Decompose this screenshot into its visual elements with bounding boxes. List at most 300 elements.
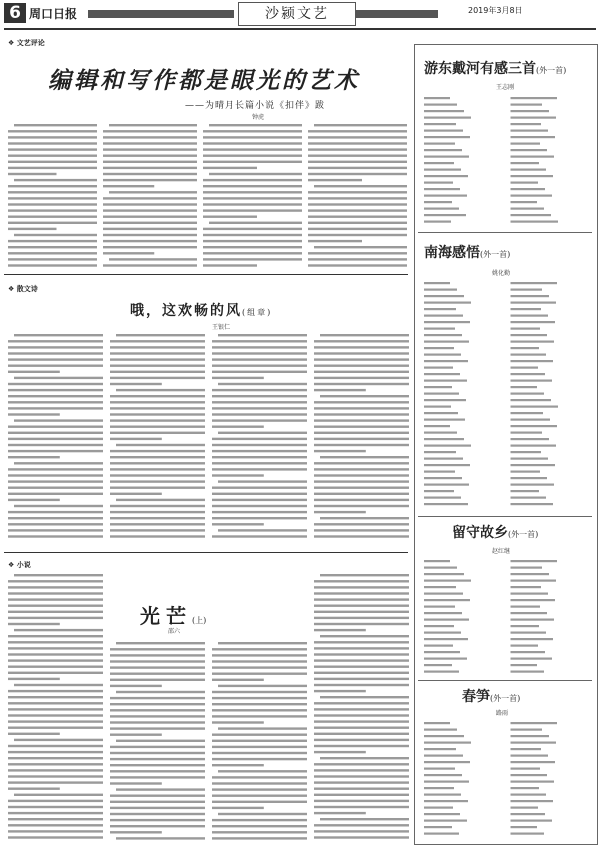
poem-line: [424, 458, 463, 460]
text-line: [110, 727, 205, 729]
poem-line: [424, 149, 462, 151]
poem-line: [424, 188, 460, 190]
text-line: [314, 529, 409, 531]
poem-line: [424, 729, 457, 731]
poem-line: [424, 612, 462, 614]
poem-line: [511, 484, 555, 486]
text-line: [103, 167, 197, 169]
poem-line: [511, 826, 538, 828]
text-line: [110, 346, 205, 348]
poem-line: [424, 201, 452, 203]
poem-line: [424, 208, 459, 210]
poem-line: [424, 735, 464, 737]
text-line: [308, 148, 407, 150]
text-line: [212, 691, 307, 693]
text-line: [103, 209, 197, 211]
poem-line: [511, 503, 554, 505]
text-line: [308, 155, 407, 157]
text-line: [8, 450, 103, 452]
text-line: [314, 246, 407, 248]
poem-line: [511, 419, 551, 421]
text-line: [314, 836, 409, 838]
text-line: [203, 203, 302, 205]
poem-line: [511, 104, 543, 106]
text-line: [110, 450, 205, 452]
sidebar-divider-1: [418, 232, 592, 233]
poem-line: [511, 367, 539, 369]
text-line: [8, 605, 103, 607]
text-line: [103, 252, 154, 254]
text-line: [116, 642, 205, 644]
poem-line: [511, 412, 544, 414]
text-line: [8, 444, 103, 446]
text-line: [8, 757, 103, 759]
poem-line: [424, 182, 453, 184]
text-line: [314, 371, 409, 373]
text-line: [8, 136, 97, 138]
poem-line: [424, 619, 469, 621]
poem-line: [511, 722, 558, 724]
text-line: [212, 499, 307, 501]
poem-line: [424, 484, 469, 486]
text-line: [8, 720, 103, 722]
text-line: [110, 746, 205, 748]
text-line: [320, 696, 409, 698]
text-line: [212, 358, 307, 360]
poem-line: [424, 490, 454, 492]
poem-line: [511, 295, 550, 297]
poem-line: [511, 638, 554, 640]
poem-line: [424, 195, 467, 197]
text-line: [110, 432, 205, 434]
header-bar-left: [88, 10, 234, 18]
text-line: [8, 666, 103, 668]
text-line: [110, 511, 205, 513]
article2-text-lines-1: [8, 332, 104, 542]
poem-line: [511, 464, 556, 466]
poem-line: [511, 748, 542, 750]
poem-line: [424, 761, 470, 763]
text-line: [109, 191, 197, 193]
poem-line: [424, 308, 456, 310]
text-line: [110, 752, 205, 754]
text-line: [203, 167, 257, 169]
poem4-suffix: (外一首): [490, 694, 521, 703]
text-line: [212, 438, 307, 440]
text-line: [212, 752, 307, 754]
text-line: [8, 438, 103, 440]
text-line: [314, 684, 409, 686]
text-line: [8, 598, 103, 600]
text-line: [8, 775, 103, 777]
text-line: [314, 788, 409, 790]
article1-tag: ❖ 文艺评论: [8, 38, 45, 48]
text-line: [314, 185, 407, 187]
text-line: [110, 438, 162, 440]
poem-line: [424, 820, 467, 822]
text-line: [203, 252, 302, 254]
poem-line: [511, 425, 558, 427]
text-line: [314, 739, 409, 741]
poem-line: [511, 438, 550, 440]
text-line: [8, 346, 103, 348]
article2-text-lines-3: [212, 332, 308, 542]
article1-text-lines-2: [103, 122, 198, 267]
text-line: [103, 148, 197, 150]
poem-line: [511, 341, 555, 343]
newspaper-name: 周口日报: [29, 7, 78, 21]
poem-line: [511, 599, 556, 601]
poem-line: [511, 308, 542, 310]
poem-line: [424, 645, 453, 647]
text-line: [212, 401, 307, 403]
text-line: [308, 209, 407, 211]
poem-line: [424, 143, 455, 145]
poem4-body: [424, 720, 589, 838]
text-line: [8, 702, 103, 704]
text-line: [320, 395, 409, 397]
header-rule: [4, 28, 596, 30]
article2-title-suffix: (组章): [242, 308, 273, 317]
text-line: [212, 456, 307, 458]
text-line: [14, 419, 103, 421]
issue-date: 2019年3月8日: [468, 6, 523, 15]
text-line: [14, 794, 103, 796]
text-line: [8, 708, 103, 710]
poem-line: [424, 373, 460, 375]
poem-line: [511, 560, 558, 562]
text-line: [8, 191, 97, 193]
text-line: [110, 352, 205, 354]
text-line: [212, 660, 307, 662]
text-line: [8, 499, 60, 501]
text-line: [314, 592, 409, 594]
poem-line: [511, 156, 555, 158]
text-line: [212, 346, 307, 348]
text-line: [314, 794, 409, 796]
text-line: [314, 586, 409, 588]
poem-line: [424, 625, 454, 627]
poem-line: [424, 671, 459, 673]
article1-column-2: [103, 122, 198, 267]
poem-line: [424, 477, 462, 479]
poem-line: [511, 800, 554, 802]
poem-line: [424, 386, 452, 388]
text-line: [314, 781, 409, 783]
text-line: [103, 228, 197, 230]
text-line: [203, 209, 302, 211]
text-line: [103, 179, 197, 181]
text-line: [8, 690, 103, 692]
text-line: [8, 733, 60, 735]
text-line: [314, 727, 409, 729]
poem2-title-wrap: [424, 242, 510, 262]
poem-line: [511, 458, 549, 460]
text-line: [212, 807, 264, 809]
text-line: [314, 629, 366, 631]
poem-line: [424, 593, 463, 595]
poem-line: [424, 742, 471, 744]
text-line: [8, 197, 97, 199]
text-line: [203, 161, 302, 163]
poem-line: [424, 560, 450, 562]
text-line: [116, 334, 205, 336]
poem-line: [511, 123, 542, 125]
text-line: [110, 679, 205, 681]
poem-line: [424, 97, 450, 99]
text-line: [314, 733, 409, 735]
poem-line: [511, 373, 546, 375]
text-line: [203, 148, 302, 150]
text-line: [218, 334, 307, 336]
text-line: [116, 837, 205, 839]
text-line: [8, 258, 97, 260]
text-line: [314, 800, 409, 802]
poem-line: [511, 794, 547, 796]
text-line: [8, 468, 103, 470]
text-line: [203, 258, 302, 260]
header-bar-right: [356, 10, 438, 18]
text-line: [314, 714, 409, 716]
poem-line: [511, 729, 543, 731]
text-line: [110, 709, 205, 711]
text-line: [8, 672, 103, 674]
text-line: [314, 480, 409, 482]
poem-line: [424, 341, 469, 343]
text-line: [212, 407, 307, 409]
text-line: [212, 426, 264, 428]
text-line: [308, 130, 407, 132]
text-line: [308, 142, 407, 144]
text-line: [314, 468, 409, 470]
text-line: [314, 720, 409, 722]
poem-line: [424, 664, 452, 666]
poem-line: [424, 289, 457, 291]
poem-line: [511, 820, 553, 822]
poem-line: [511, 471, 541, 473]
text-line: [110, 666, 205, 668]
article2-tag: ❖ 散文诗: [8, 284, 38, 294]
text-line: [110, 654, 205, 656]
text-line: [110, 523, 205, 525]
text-line: [8, 148, 97, 150]
article2-text-lines-2: [110, 332, 206, 542]
text-line: [314, 389, 366, 391]
text-line: [110, 801, 205, 803]
poem-line: [424, 302, 471, 304]
article2-title-wrap: [130, 300, 272, 320]
text-line: [308, 167, 407, 169]
text-line: [110, 401, 205, 403]
text-line: [103, 240, 197, 242]
poem-line: [424, 399, 466, 401]
text-line: [8, 474, 103, 476]
text-line: [110, 660, 205, 662]
text-line: [212, 788, 307, 790]
text-line: [8, 222, 97, 224]
text-line: [103, 203, 197, 205]
poem-line: [511, 130, 549, 132]
poem-line: [511, 432, 543, 434]
text-line: [8, 678, 60, 680]
text-line: [314, 499, 409, 501]
poem-line: [511, 813, 546, 815]
poem-line: [424, 658, 467, 660]
text-line: [314, 450, 366, 452]
poem4-title: 春笋: [462, 689, 490, 705]
text-line: [8, 763, 103, 765]
poem-line: [424, 503, 468, 505]
poem-line: [424, 282, 450, 284]
text-line: [308, 173, 407, 175]
poem-line: [511, 182, 539, 184]
text-line: [314, 598, 409, 600]
text-line: [212, 734, 307, 736]
article2-title: 哦，这欢畅的风: [130, 303, 242, 319]
text-line: [320, 818, 409, 820]
text-line: [8, 358, 103, 360]
section-title: 沙颍文艺: [238, 2, 356, 26]
poem1-body: [424, 95, 589, 225]
text-line: [14, 179, 97, 181]
text-line: [110, 764, 205, 766]
article2-column-2: [110, 332, 206, 542]
text-line: [212, 782, 307, 784]
poem-line: [424, 380, 467, 382]
text-line: [320, 456, 409, 458]
article1-text-lines-1: [8, 122, 98, 267]
text-line: [218, 383, 307, 385]
text-line: [8, 352, 103, 354]
text-line: [8, 659, 103, 661]
text-line: [308, 191, 407, 193]
text-line: [308, 258, 407, 260]
text-line: [314, 474, 409, 476]
text-line: [8, 487, 103, 489]
text-line: [110, 697, 205, 699]
text-line: [314, 462, 409, 464]
poem2-title: 南海感悟: [424, 245, 480, 261]
text-line: [212, 758, 307, 760]
text-line: [314, 535, 409, 537]
text-line: [218, 480, 307, 482]
text-line: [8, 653, 103, 655]
text-line: [116, 499, 205, 501]
poem-line: [511, 619, 555, 621]
poem-line: [511, 334, 548, 336]
text-line: [116, 389, 205, 391]
text-line: [308, 234, 407, 236]
text-line: [314, 523, 409, 525]
poem-line: [424, 360, 468, 362]
text-line: [8, 745, 103, 747]
text-line: [110, 395, 205, 397]
poem-line: [511, 593, 549, 595]
text-line: [314, 745, 409, 747]
text-line: [218, 642, 307, 644]
text-line: [8, 586, 103, 588]
poem1-title-wrap: [424, 58, 566, 78]
text-line: [110, 721, 205, 723]
article3-text-lines-3: [212, 640, 308, 842]
text-line: [314, 124, 407, 126]
poem-line: [511, 117, 557, 119]
text-line: [203, 191, 302, 193]
text-line: [103, 142, 197, 144]
text-line: [203, 155, 302, 157]
text-line: [212, 721, 264, 723]
text-line: [320, 517, 409, 519]
text-line: [314, 346, 409, 348]
text-line: [212, 837, 307, 839]
text-line: [8, 142, 97, 144]
text-line: [212, 413, 307, 415]
poem-line: [511, 735, 550, 737]
text-line: [103, 130, 197, 132]
text-line: [110, 703, 205, 705]
poem-line: [424, 419, 465, 421]
text-line: [103, 222, 197, 224]
text-line: [8, 401, 103, 403]
text-line: [212, 703, 307, 705]
poem-line: [424, 651, 460, 653]
text-line: [8, 714, 103, 716]
poem-line: [424, 347, 454, 349]
text-line: [8, 824, 103, 826]
poem-line: [424, 438, 464, 440]
text-line: [110, 819, 205, 821]
text-line: [314, 365, 409, 367]
text-line: [8, 781, 103, 783]
poem-line: [511, 302, 557, 304]
text-line: [212, 776, 307, 778]
poem-line: [511, 188, 546, 190]
text-line: [8, 493, 103, 495]
text-line: [110, 456, 205, 458]
text-line: [110, 493, 162, 495]
poem-line: [511, 136, 556, 138]
text-line: [116, 691, 205, 693]
text-line: [314, 419, 409, 421]
article3-text-lines-2: [110, 640, 206, 842]
text-line: [212, 673, 307, 675]
text-line: [203, 130, 302, 132]
poem-line: [511, 807, 539, 809]
poem-line: [424, 315, 463, 317]
text-line: [8, 788, 60, 790]
poem-line: [424, 334, 462, 336]
text-line: [8, 818, 103, 820]
poem-line: [511, 625, 540, 627]
text-line: [103, 246, 197, 248]
text-line: [212, 654, 307, 656]
text-line: [212, 493, 307, 495]
text-line: [209, 173, 302, 175]
text-line: [212, 679, 264, 681]
text-line: [314, 653, 409, 655]
text-line: [110, 807, 205, 809]
text-line: [8, 751, 103, 753]
text-line: [110, 673, 205, 675]
text-line: [320, 757, 409, 759]
text-line: [212, 462, 307, 464]
text-line: [103, 155, 197, 157]
poem3-title-wrap: [452, 522, 538, 542]
article1-subtitle: ——为晴月长篇小说《扣伴》跋: [185, 101, 326, 111]
text-line: [314, 666, 409, 668]
text-line: [8, 580, 103, 582]
text-line: [314, 432, 409, 434]
